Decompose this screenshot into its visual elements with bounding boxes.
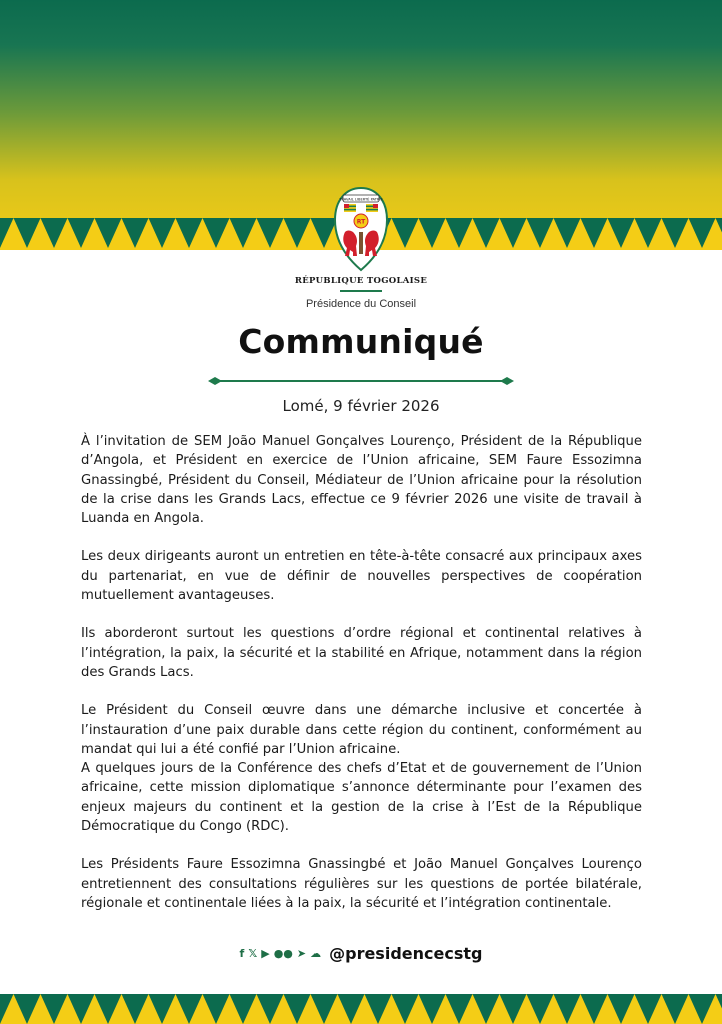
republic-underline <box>340 290 382 292</box>
x-icon[interactable]: 𝕏 <box>248 946 258 960</box>
paragraph-tete-a-tete: Les deux dirigeants auront un entretien en tête-à-tête consacré aux principaux axes du partenariat, en vue de définir de nouvelles perspectives de coopération mutuellement avantageuses. <box>81 549 642 604</box>
social-footer <box>0 944 722 963</box>
communique-body <box>81 432 642 932</box>
paragraph-consultations: Les Présidents Faure Essozimna Gnassingbé et João Manuel Gonçalves Lourenço entretiennent des consultations régulières sur les questions de portée bilatérale, régionale et continentale liées à la paix, la sécurité et l’intégration continentale. <box>81 857 642 911</box>
social-icons <box>240 947 322 961</box>
emblem-banner-text: TRAVAIL LIBERTÉ PATRIE <box>339 197 383 202</box>
paragraph-au-conference: A quelques jours de la Conférence des chefs d’Etat et de gouvernement de l’Union africaine, cette mission diplomatique s’annonce déterminante pour l’examen des enjeux majeurs du continent et la gestion de la crise à l’Est de la République Démocratique du Congo (RDC). <box>81 761 642 835</box>
office-name: Présidence du Conseil <box>305 298 417 310</box>
bottom-triangle-border <box>0 994 722 1024</box>
title-divider <box>206 372 516 384</box>
paragraph-mediation: Le Président du Conseil œuvre dans une démarche inclusive et concertée à l’instauration d’une paix durable dans cette région du continent, conformément au mandat qui lui a été confié par l’Union africaine. <box>81 703 642 757</box>
telegram-icon[interactable]: ➤ <box>296 946 307 960</box>
soundcloud-icon[interactable]: ☁ <box>310 946 322 960</box>
paragraph-regional-issues: Ils aborderont surtout les questions d’ordre régional et continental relatives à l’intégration, la paix, la sécurité et la stabilité en Afrique, notamment dans la région des Grands Lacs. <box>81 626 642 680</box>
page-title: Communiqué <box>238 322 484 361</box>
youtube-icon[interactable]: ▶ <box>261 946 270 960</box>
coat-of-arms-emblem <box>331 186 391 272</box>
republic-name: RÉPUBLIQUE TOGOLAISE <box>294 276 428 286</box>
facebook-icon[interactable]: f <box>239 946 245 960</box>
flickr-icon[interactable]: ●● <box>273 946 293 960</box>
dateline: Lomé, 9 février 2026 <box>282 397 440 415</box>
lions-icon <box>343 231 378 257</box>
paragraph-invitation: À l’invitation de SEM João Manuel Gonçalves Lourenço, Président de la République d’Angola, et Président en exercice de l’Union africaine, SEM Faure Essozimna Gnassingbé, Président du Conseil, Médiateur de l’Union africaine pour la résolution de la crise dans les Grands Lacs, effectue ce 9 février 2026 une visite de travail à Luanda en Angola. <box>81 434 642 527</box>
emblem-initials: RT <box>356 218 366 226</box>
social-handle[interactable]: @presidencecstg <box>329 944 483 963</box>
